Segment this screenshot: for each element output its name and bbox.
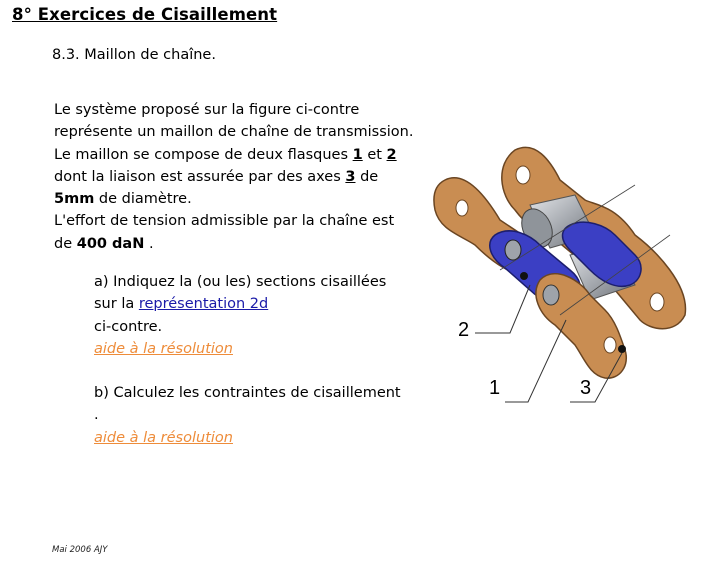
footer-note: Mai 2006 AJY (52, 545, 108, 555)
label-2: 2 (458, 319, 470, 341)
exercise-statement: Le système proposé sur la figure ci-contre représente un maillon de chaîne de transmission. Le maillon se compose de deux flasques 1 et 2 dont la liaison est assurée par des axes 3 de 5mm de diamètre. L'effort de tension admissible par la chaîne est de 400 daN . (54, 102, 414, 252)
exercise-subtitle: 8.3. Maillon de chaîne. (52, 47, 216, 63)
chain-link-figure (420, 140, 700, 415)
diameter-value: 5mm (54, 191, 95, 208)
help-link-a[interactable]: aide à la résolution (94, 340, 233, 357)
page-title: 8° Exercices de Cisaillement (12, 5, 278, 24)
force-value: 400 daN (76, 235, 145, 252)
help-link-b[interactable]: aide à la résolution (94, 429, 233, 446)
question-a: a) Indiquez la (ou les) sections cisaillées sur la représentation 2d ci-contre. aide à la résolution (94, 274, 387, 357)
question-b: b) Calculez les contraintes de cisaillement . aide à la résolution (94, 385, 401, 446)
leader-line-2 (475, 285, 530, 333)
label-3: 3 (580, 377, 592, 399)
representation-2d-link[interactable]: représentation 2d (138, 296, 269, 313)
label-1: 1 (489, 377, 501, 399)
part-number-1: 1 (352, 146, 363, 163)
part-number-3: 3 (345, 168, 356, 185)
leader-line-1 (505, 320, 566, 402)
part-number-2: 2 (386, 146, 397, 163)
